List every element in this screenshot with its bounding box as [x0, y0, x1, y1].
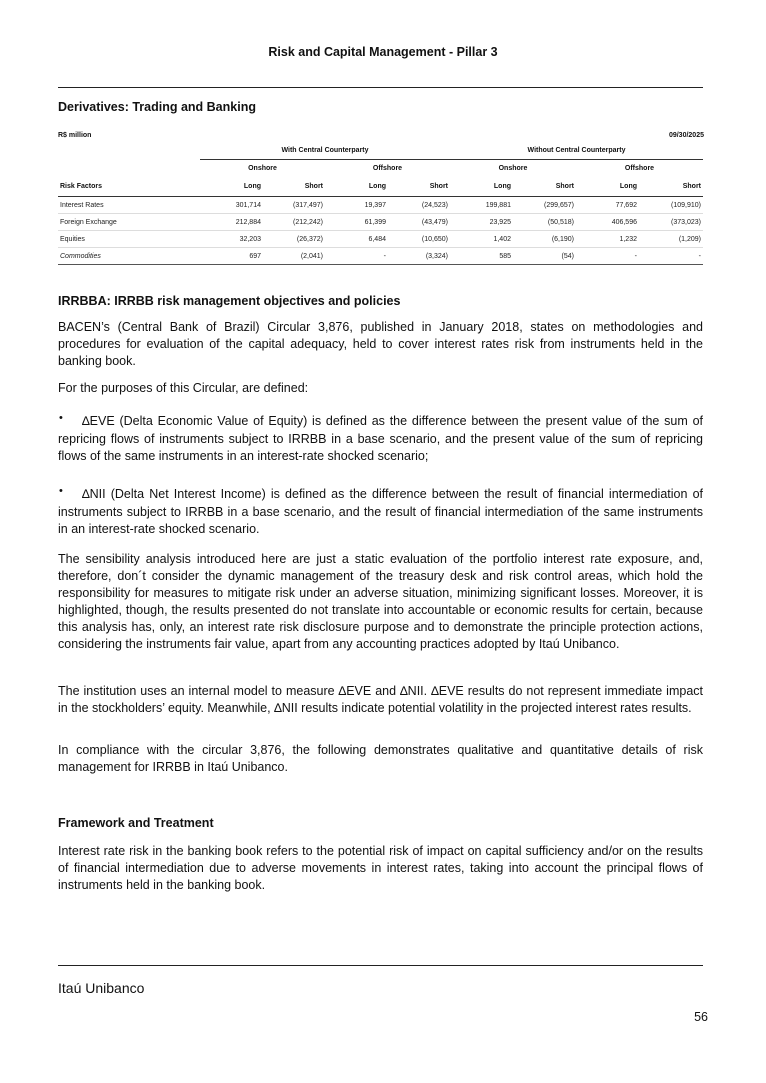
column-header: Long: [325, 177, 388, 197]
column-header: Short: [513, 177, 576, 197]
table-cell: (3,324): [388, 248, 450, 265]
table-cell: (299,657): [513, 197, 576, 214]
column-header: Short: [263, 177, 325, 197]
table-cell: (1,209): [639, 231, 703, 248]
irrbb-paragraph-5: In compliance with the circular 3,876, the following demonstrates qualitative and quantitative details of risk management for IRRBB in Itaú Unibanco.: [58, 743, 703, 774]
table-cell: 61,399: [325, 214, 388, 231]
row-label: Foreign Exchange: [58, 214, 200, 231]
subgroup-offshore-without: Offshore: [624, 165, 655, 172]
framework-title: Framework and Treatment: [58, 816, 214, 830]
table-cell: 1,402: [450, 231, 513, 248]
table-cell: 23,925: [450, 214, 513, 231]
table-cell: 406,596: [576, 214, 639, 231]
derivatives-title: Derivatives: Trading and Banking: [58, 100, 256, 114]
group-without-cp: Without Central Counterparty: [450, 141, 703, 160]
table-row: [58, 231, 703, 248]
irrbb-paragraph-3: The sensibility analysis introduced here are just a static evaluation of the portfolio interest rate exposure, and, therefore, don´t consider the dynamic management of the treasury desk and risk control areas, which hold the responsibility for measures to mitigate risk under an adverse situation, minimizing significant losses. Moreover, it is highlighted, though, the results presented do not translate into accountable or economic results for certain, because this analysis has, only, an interest rate risk disclosure purpose and to demonstrate the principle protection actions, considering the instruments fair value, apart from any accounting practices adopted by Itaú Unibanco.: [58, 552, 703, 651]
table-cell: (24,523): [388, 197, 450, 214]
bullet-icon: •: [59, 485, 63, 497]
table-cell: 301,714: [200, 197, 263, 214]
group-with-cp: With Central Counterparty: [200, 141, 450, 160]
header-divider: [58, 87, 703, 88]
irrbb-paragraph-1: BACEN’s (Central Bank of Brazil) Circular 3,876, published in January 2018, states on methodologies and procedures for evaluation of the capital adequacy, held to cover interest rates risk from instruments held in the banking book.: [58, 320, 703, 368]
framework-paragraph: Interest rate risk in the banking book refers to the potential risk of impact on capital sufficiency and/or on the results of financial intermediation due to adverse movements in interest rates, taking into account the principal flows of instruments held in the banking book.: [58, 844, 703, 892]
column-header: Long: [450, 177, 513, 197]
row-label: Equities: [58, 231, 200, 248]
bullet-delta-nii: ∆NII (Delta Net Interest Income) is defined as the difference between the result of financial intermediation of instruments subject to IRRBB in a base scenario, and the result of financial intermediation of the same instruments in an interest-rate shocked scenario.: [58, 487, 703, 536]
table-cell: (2,041): [263, 248, 325, 265]
table-cell: 77,692: [576, 197, 639, 214]
footer-divider: [58, 965, 703, 966]
irrbb-paragraph-2: For the purposes of this Circular, are defined:: [58, 381, 309, 395]
column-header: Risk Factors: [58, 177, 200, 197]
units-label: R$ million: [58, 132, 92, 139]
table-cell: 1,232: [576, 231, 639, 248]
row-label: Commodities: [58, 248, 200, 265]
table-row: [58, 248, 703, 265]
table-cell: (6,190): [513, 231, 576, 248]
derivatives-table: [58, 141, 703, 265]
table-cell: (10,650): [388, 231, 450, 248]
table-cell: 32,203: [200, 231, 263, 248]
page-header-title: Risk and Capital Management - Pillar 3: [268, 45, 498, 59]
table-cell: (43,479): [388, 214, 450, 231]
page-number: 56: [694, 1010, 708, 1024]
table-cell: (50,518): [513, 214, 576, 231]
table-cell: -: [576, 248, 639, 265]
table-cell: 199,881: [450, 197, 513, 214]
irrbb-paragraph-4: The institution uses an internal model to measure ∆EVE and ∆NII. ∆EVE results do not represent immediate impact in the stockholders’ equity. Meanwhile, ∆NII results indicate potential volatility in the projected interest rates results.: [58, 684, 703, 715]
table-cell: 697: [200, 248, 263, 265]
bullet-delta-eve: ∆EVE (Delta Economic Value of Equity) is defined as the difference between the present value of the sum of repricing flows of instruments subject to IRRBB in a base scenario, and the present value of the sum of repricing flows of the same instruments in an interest-rate shocked scenario;: [58, 414, 703, 463]
table-cell: (317,497): [263, 197, 325, 214]
subgroup-onshore-with: Onshore: [248, 165, 277, 172]
table-cell: (54): [513, 248, 576, 265]
column-header: Long: [200, 177, 263, 197]
table-cell: 19,397: [325, 197, 388, 214]
table-row: [58, 214, 703, 231]
table-cell: (109,910): [639, 197, 703, 214]
irrbb-title: IRRBBA: IRRBB risk management objectives and policies: [58, 294, 401, 308]
column-header: Long: [576, 177, 639, 197]
column-header: Short: [388, 177, 450, 197]
table-cell: 6,484: [325, 231, 388, 248]
subgroup-offshore-with: Offshore: [372, 165, 403, 172]
table-cell: (373,023): [639, 214, 703, 231]
bullet-icon: •: [59, 412, 63, 424]
table-cell: -: [639, 248, 703, 265]
table-cell: 585: [450, 248, 513, 265]
footer-brand: Itaú Unibanco: [58, 980, 145, 996]
table-cell: (26,372): [263, 231, 325, 248]
row-label: Interest Rates: [58, 197, 200, 214]
table-row: [58, 197, 703, 214]
table-cell: -: [325, 248, 388, 265]
table-cell: (212,242): [263, 214, 325, 231]
column-header: Short: [639, 177, 703, 197]
subgroup-onshore-without: Onshore: [498, 165, 528, 172]
date-label: 09/30/2025: [668, 132, 704, 139]
table-cell: 212,884: [200, 214, 263, 231]
